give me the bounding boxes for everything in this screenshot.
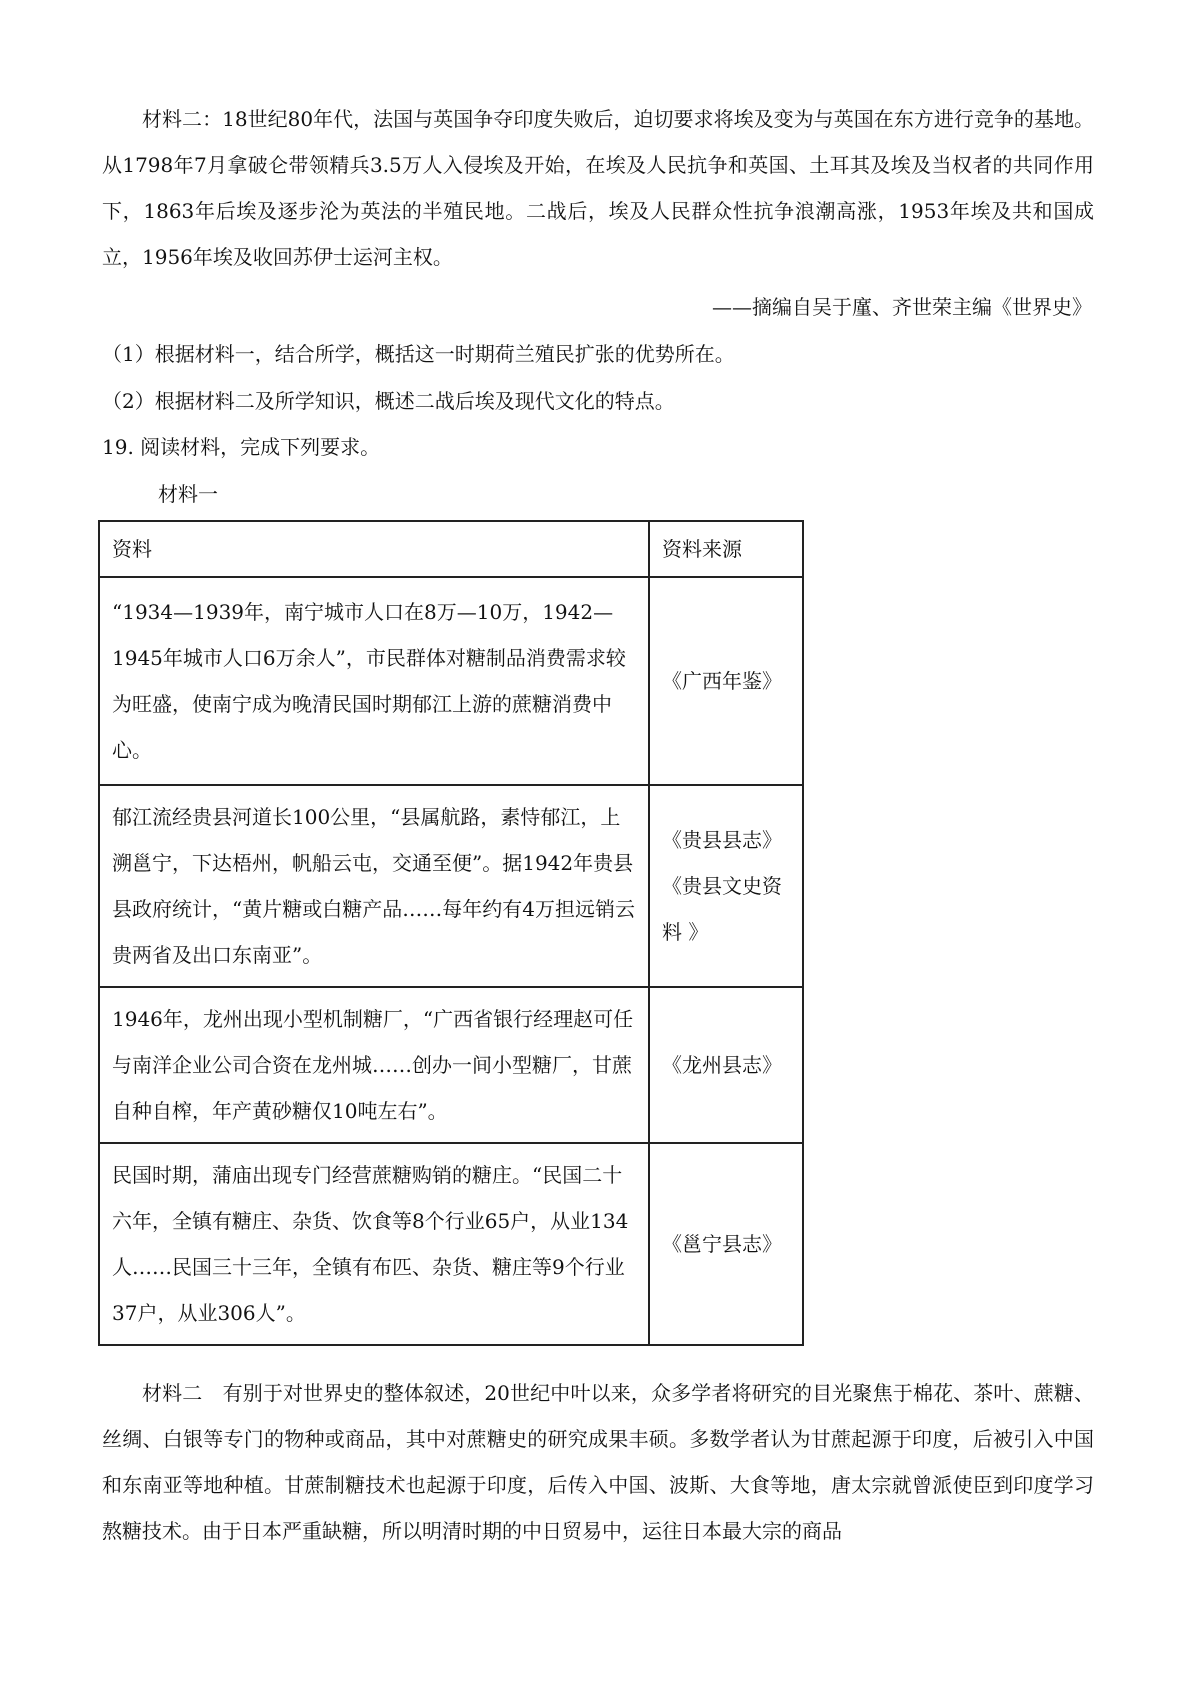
material1-label: 材料一 — [158, 482, 218, 506]
row-content: “1934—1939年，南宁城市人口在8万—10万，1942—1945年城市人口6万余人”，市民群体对糖制品消费需求较为旺盛，使南宁成为晚清民国时期郁江上游的蔗糖消费中心。 — [99, 577, 649, 785]
header-content: 资料 — [99, 521, 649, 577]
row-content: 民国时期，蒲庙出现专门经营蔗糖购销的糖庄。“民国二十六年，全镇有糖庄、杂货、饮食等8个行业65户，从业134人……民国三十三年，全镇有布匹、杂货、糖庄等9个行业37户，从业306人”。 — [99, 1143, 649, 1345]
question-19-title: 19. 阅读材料，完成下列要求。 — [102, 435, 381, 459]
row-content: 1946年，龙州出现小型机制糖厂，“广西省银行经理赵可任与南洋企业公司合资在龙州城……创办一间小型糖厂，甘蔗自种自榨，年产黄砂糖仅10吨左右”。 — [99, 987, 649, 1143]
row-source: 《广西年鉴》 — [649, 577, 803, 785]
table-row — [99, 987, 803, 1143]
row-content: 郁江流经贵县河道长100公里，“县属航路，素恃郁江，上溯邕宁，下达梧州，帆船云屯，交通至便”。据1942年贵县县政府统计，“黄片糖或白糖产品……每年约有4万担远销云贵两省及出口东南亚”。 — [99, 785, 649, 987]
question-1: （1）根据材料一，结合所学，概括这一时期荷兰殖民扩张的优势所在。 — [102, 342, 735, 366]
material2-b-paragraph: 材料二 有别于对世界史的整体叙述，20世纪中叶以来，众多学者将研究的目光聚焦于棉花、茶叶、蔗糖、丝绸、白银等专门的物种或商品，其中对蔗糖史的研究成果丰硕。多数学者认为甘蔗起源于印度，后被引入中国和东南亚等地种植。甘蔗制糖技术也起源于印度，后传入中国、波斯、大食等地，唐太宗就曾派使臣到印度学习熬糖技术。由于日本严重缺糖，所以明清时期的中日贸易中，运往日本最大宗的商品 — [102, 1381, 1094, 1543]
table-row — [99, 785, 803, 987]
material2-citation: ——摘编自吴于廑、齐世荣主编《世界史》 — [712, 295, 1092, 319]
question-2: （2）根据材料二及所学知识，概述二战后埃及现代文化的特点。 — [102, 389, 675, 413]
table-row — [99, 1143, 803, 1345]
row-source: 《贵县县志》《贵县文史资料 》 — [649, 785, 803, 987]
material1-table — [98, 520, 804, 1346]
material2-paragraph: 材料二：18世纪80年代，法国与英国争夺印度失败后，迫切要求将埃及变为与英国在东方进行竞争的基地。从1798年7月拿破仑带领精兵3.5万人入侵埃及开始，在埃及人民抗争和英国、土耳其及埃及当权者的共同作用下，1863年后埃及逐步沦为英法的半殖民地。二战后，埃及人民群众性抗争浪潮高涨，1953年埃及共和国成立，1956年埃及收回苏伊士运河主权。 — [102, 107, 1094, 269]
table-header-row — [99, 521, 803, 577]
table-row — [99, 577, 803, 785]
row-source: 《龙州县志》 — [649, 987, 803, 1143]
row-source: 《邕宁县志》 — [649, 1143, 803, 1345]
header-source: 资料来源 — [649, 521, 803, 577]
